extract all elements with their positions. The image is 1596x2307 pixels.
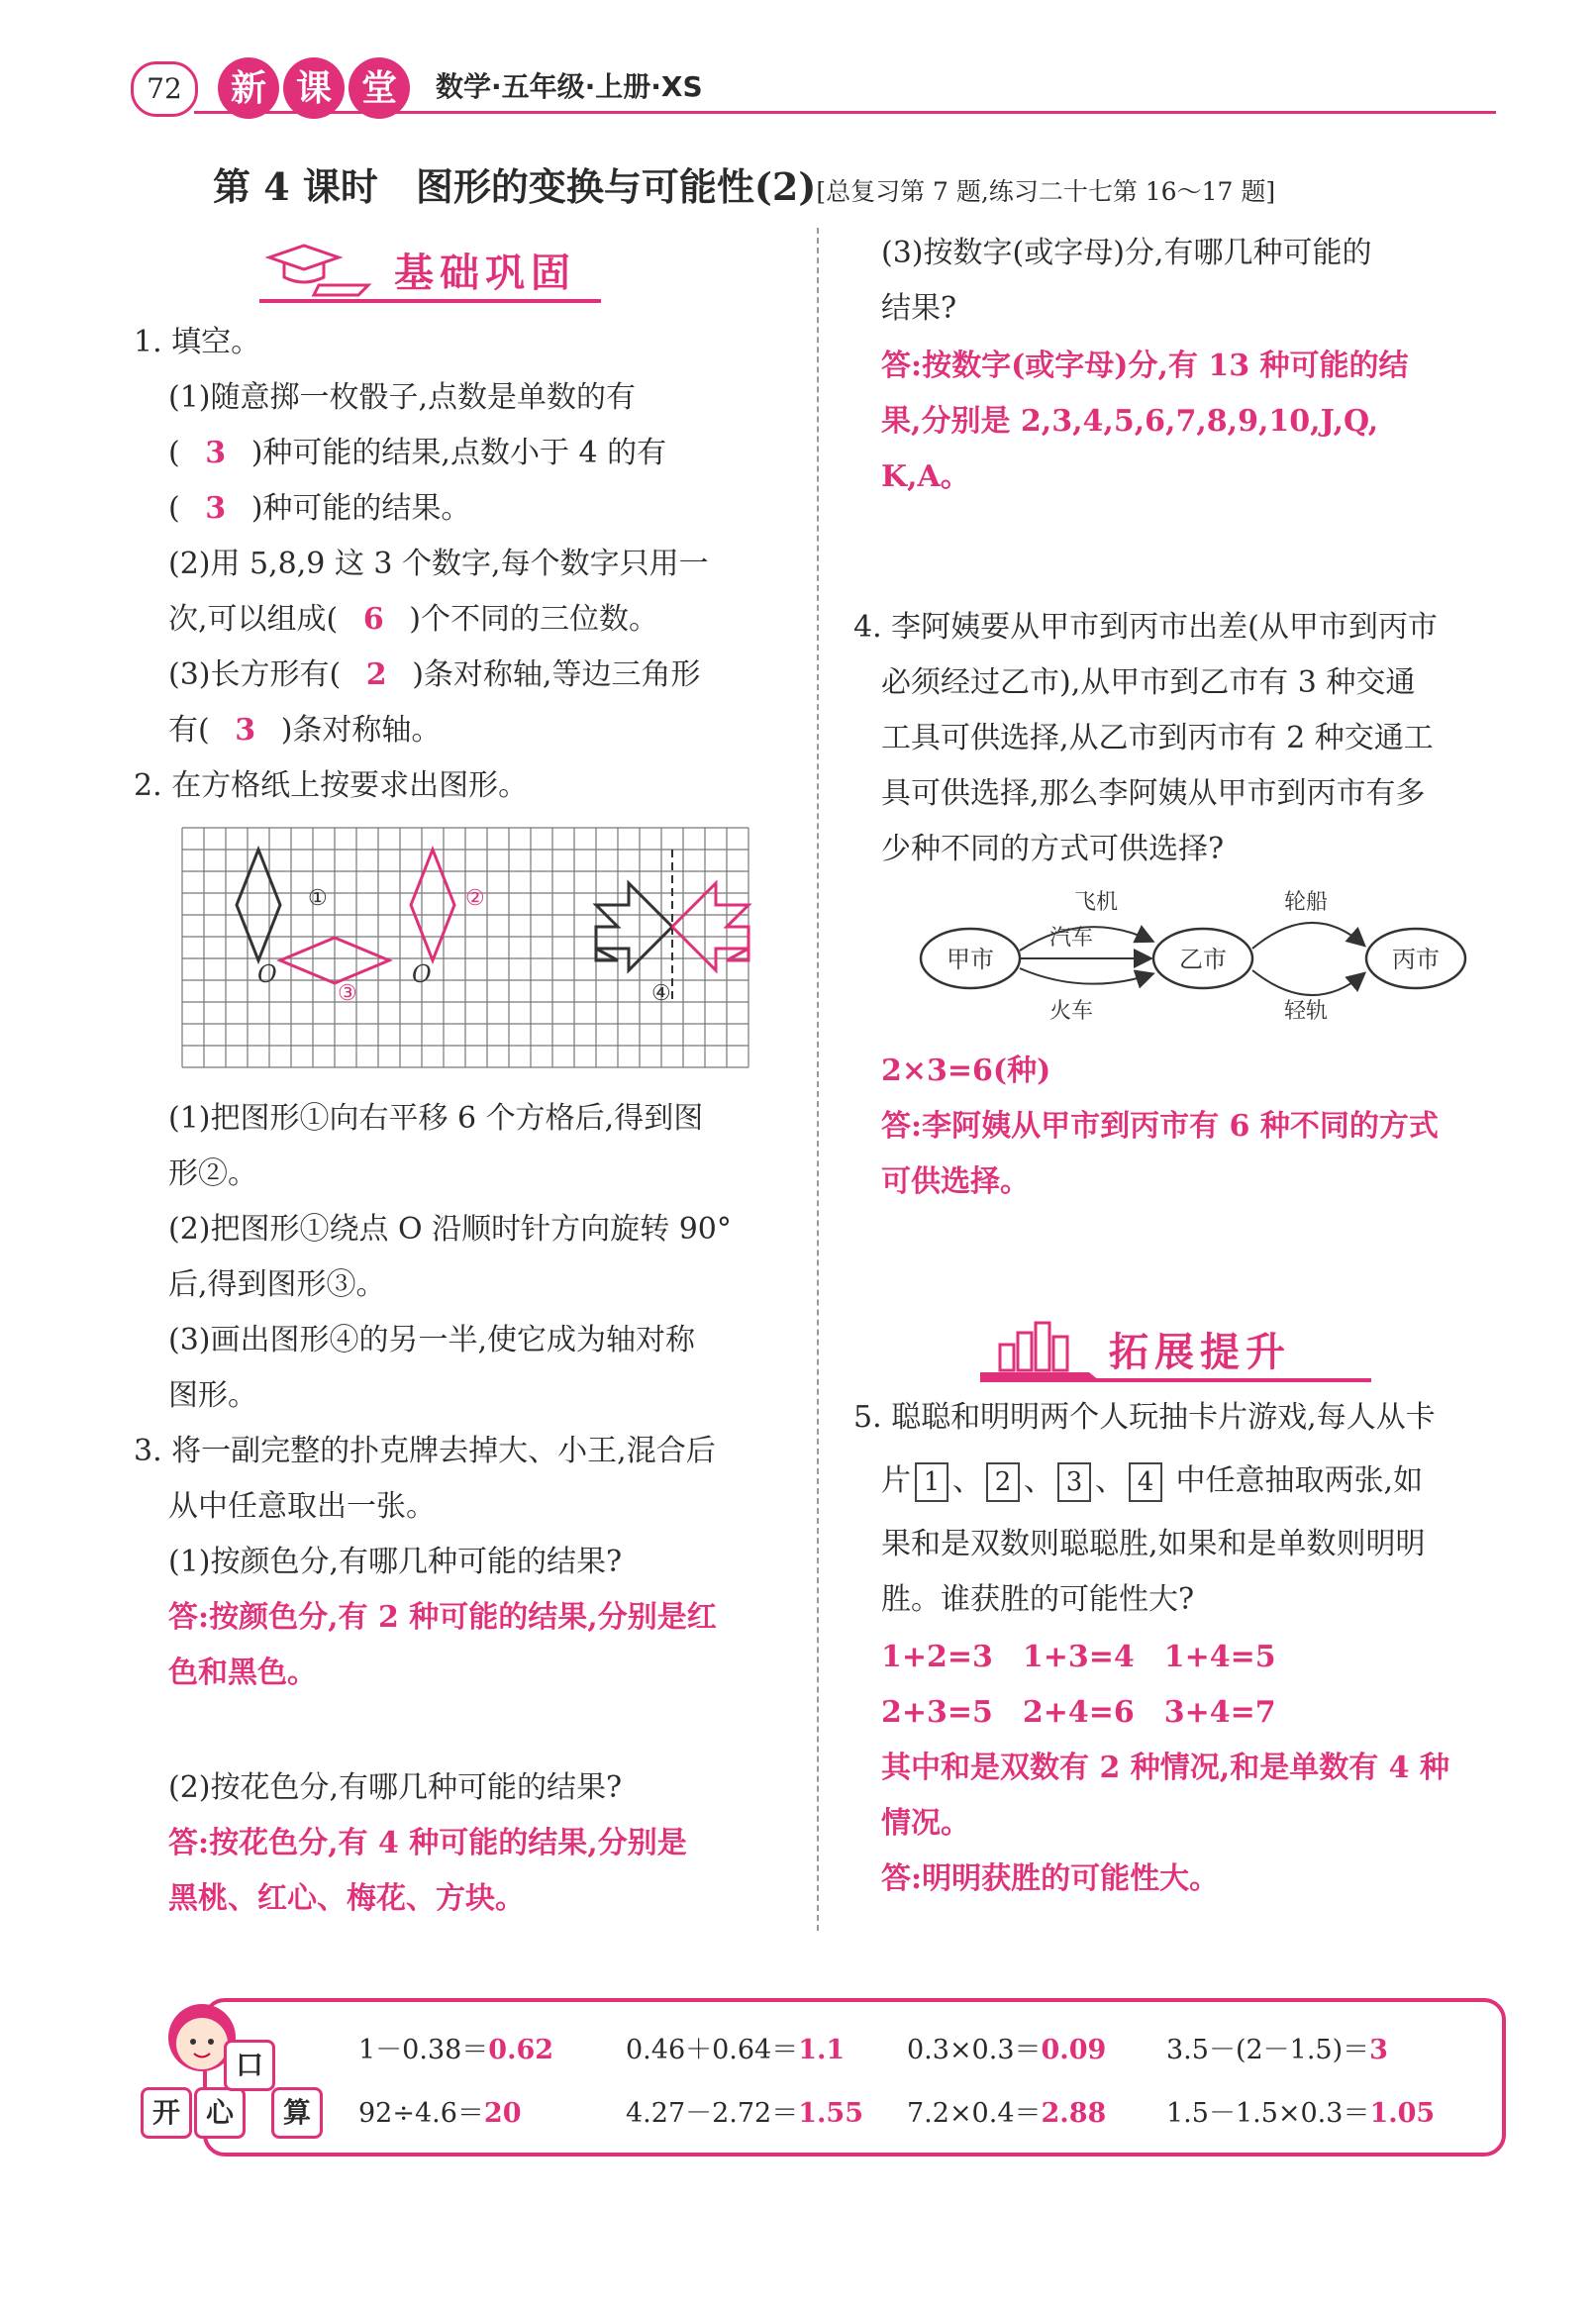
q4-line2: 必须经过乙市),从甲市到乙市有 3 种交通 <box>881 665 1416 700</box>
mental-label-char-3: 口 <box>224 2040 275 2091</box>
q1-answer-numbers: 6 <box>362 602 384 637</box>
q5-sums-row2: 2+3=5 2+4=6 3+4=7 <box>881 1695 1276 1730</box>
q4-ans-line1: 答:李阿姨从甲市到丙市有 6 种不同的方式 <box>881 1109 1439 1144</box>
q3-a1-line2: 色和黑色。 <box>168 1655 317 1690</box>
q3-a2-line1: 答:按花色分,有 4 种可能的结果,分别是 <box>168 1826 687 1860</box>
fig3-label: ③ <box>338 981 357 1006</box>
fig2-label: ② <box>465 886 485 911</box>
fig4-label: ④ <box>651 981 671 1006</box>
extend-section-title: 拓展提升 <box>1109 1330 1291 1375</box>
q4-calc: 2×3=6(种) <box>881 1053 1051 1088</box>
q5-line1: 5. 聪聪和明明两个人玩抽卡片游戏,每人从卡 <box>853 1400 1436 1435</box>
mental-label-char-2: 心 <box>194 2087 246 2139</box>
q5-line4: 胜。谁获胜的可能性大? <box>881 1582 1195 1617</box>
card-1: 1 <box>915 1462 948 1502</box>
city-a-label: 甲市 <box>947 946 994 973</box>
q1-p1-line1: (1)随意掷一枚骰子,点数是单数的有 <box>168 380 637 415</box>
q1-p2-line1: (2)用 5,8,9 这 3 个数字,每个数字只用一 <box>168 547 709 581</box>
point-o-label-2: O <box>412 960 432 988</box>
q5-sums-row1: 1+2=3 1+3=4 1+4=5 <box>881 1640 1276 1674</box>
q3-p3-line2: 结果? <box>881 291 957 326</box>
q1-answer-tri-axes: 3 <box>235 713 256 748</box>
q5-ans-line1: 其中和是双数有 2 种情况,和是单数有 4 种 <box>881 1751 1449 1785</box>
mental-item-2: 0.46＋0.64＝1.1 <box>626 2035 846 2065</box>
q1-p1-line2: ( 3 )种可能的结果,点数小于 4 的有 <box>168 426 666 481</box>
mode-plane-label: 飞机 <box>1074 890 1119 915</box>
basic-section-title: 基础巩固 <box>394 251 576 296</box>
fig1-label: ① <box>308 886 328 911</box>
mental-item-4: 3.5－(2－1.5)＝3 <box>1166 2035 1388 2065</box>
card-3: 3 <box>1057 1462 1091 1502</box>
mental-item-6: 4.27－2.72＝1.55 <box>626 2098 863 2129</box>
q1-answer-odd: 3 <box>205 436 227 470</box>
mode-ship-label: 轮船 <box>1284 890 1329 915</box>
q2-grid-figure <box>176 822 770 1079</box>
q4-line4: 具可供选择,那么李阿姨从甲市到丙市有多 <box>881 776 1426 811</box>
brand-char-3: 堂 <box>349 57 410 119</box>
brand-char-2: 课 <box>283 57 345 119</box>
q1-answer-less4: 3 <box>205 491 227 526</box>
q2-p1-line2: 形②。 <box>168 1156 257 1191</box>
card-4: 4 <box>1129 1462 1162 1502</box>
q3-a3-line1: 答:按数字(或字母)分,有 13 种可能的结 <box>881 349 1409 383</box>
q3-p2: (2)按花色分,有哪几种可能的结果? <box>168 1770 623 1805</box>
mental-item-3: 0.3×0.3＝0.09 <box>907 2035 1107 2065</box>
mode-train-label: 火车 <box>1049 999 1094 1024</box>
q2-p1-line1: (1)把图形①向右平移 6 个方格后,得到图 <box>168 1101 704 1136</box>
mental-item-7: 7.2×0.4＝2.88 <box>907 2098 1107 2129</box>
mental-label-char-4: 算 <box>271 2087 323 2139</box>
city-b-label: 乙市 <box>1179 946 1227 973</box>
q2-p2-line1: (2)把图形①绕点 O 沿顺时针方向旋转 90° <box>168 1212 732 1247</box>
q2-stem: 2. 在方格纸上按要求出图形。 <box>134 768 529 803</box>
q1-p3-line2: 有( 3 )条对称轴。 <box>168 703 441 758</box>
q5-line3: 果和是双数则聪聪胜,如果和是单数则明明 <box>881 1527 1426 1561</box>
q1-p1-line3: ( 3 )种可能的结果。 <box>168 481 470 537</box>
mode-light-rail-label: 轻轨 <box>1284 999 1329 1024</box>
q1-answer-rect-axes: 2 <box>365 657 387 692</box>
q5-ans-line2: 情况。 <box>881 1806 970 1841</box>
mental-label-char-1: 开 <box>141 2087 192 2139</box>
lesson-title <box>213 156 1275 211</box>
q2-p3-line1: (3)画出图形④的另一半,使它成为轴对称 <box>168 1323 696 1357</box>
q4-line1: 4. 李阿姨要从甲市到丙市出差(从甲市到丙市 <box>853 610 1438 645</box>
card-2: 2 <box>986 1462 1020 1502</box>
q4-line3: 工具可供选择,从乙市到丙市有 2 种交通工 <box>881 721 1434 755</box>
mental-item-5: 92÷4.6＝20 <box>358 2098 522 2129</box>
q3-stem-line2: 从中任意取出一张。 <box>168 1489 436 1524</box>
point-o-label-1: O <box>257 960 277 988</box>
q3-p3-line1: (3)按数字(或字母)分,有哪几种可能的 <box>881 236 1372 270</box>
q3-stem-line1: 3. 将一副完整的扑克牌去掉大、小王,混合后 <box>134 1434 716 1468</box>
q4-route-diagram <box>916 879 1510 1038</box>
mode-car-label: 汽车 <box>1049 926 1094 951</box>
q2-p3-line2: 图形。 <box>168 1378 257 1413</box>
city-c-label: 丙市 <box>1392 946 1440 973</box>
lesson-title-main: 第 4 课时 图形的变换与可能性(2) <box>213 164 817 209</box>
q3-a2-line2: 黑桃、红心、梅花、方块。 <box>168 1881 525 1916</box>
q3-a3-line2: 果,分别是 2,3,4,5,6,7,8,9,10,J,Q, <box>881 404 1379 439</box>
q1-p3-line1: (3)长方形有( 2 )条对称轴,等边三角形 <box>168 648 700 703</box>
header-rule <box>194 111 1496 114</box>
q2-p2-line2: 后,得到图形③。 <box>168 1267 386 1302</box>
page-number: 72 <box>131 61 198 117</box>
lesson-title-ref: [总复习第 7 题,练习二十七第 16～17 题] <box>816 177 1276 206</box>
q3-p1: (1)按颜色分,有哪几种可能的结果? <box>168 1545 623 1579</box>
q3-a1-line1: 答:按颜色分,有 2 种可能的结果,分别是红 <box>168 1600 717 1635</box>
mental-math-box <box>203 1998 1506 2157</box>
q5-line2: 片 1 、 2 、 3 、 4 中任意抽取两张,如 <box>881 1454 1423 1509</box>
mental-item-8: 1.5－1.5×0.3＝1.05 <box>1166 2098 1436 2129</box>
q3-a3-line3: K,A。 <box>881 459 970 494</box>
q1-p2-line2: 次,可以组成( 6 )个不同的三位数。 <box>168 592 658 648</box>
q4-line5: 少种不同的方式可供选择? <box>881 832 1225 866</box>
header-subject: 数学·五年级·上册·XS <box>436 70 703 103</box>
q4-ans-line2: 可供选择。 <box>881 1164 1030 1199</box>
q1-stem: 1. 填空。 <box>134 325 261 359</box>
brand-char-1: 新 <box>218 57 279 119</box>
column-divider <box>817 228 819 1931</box>
mental-item-1: 1－0.38＝0.62 <box>358 2035 554 2065</box>
q5-ans-line3: 答:明明获胜的可能性大。 <box>881 1861 1220 1896</box>
